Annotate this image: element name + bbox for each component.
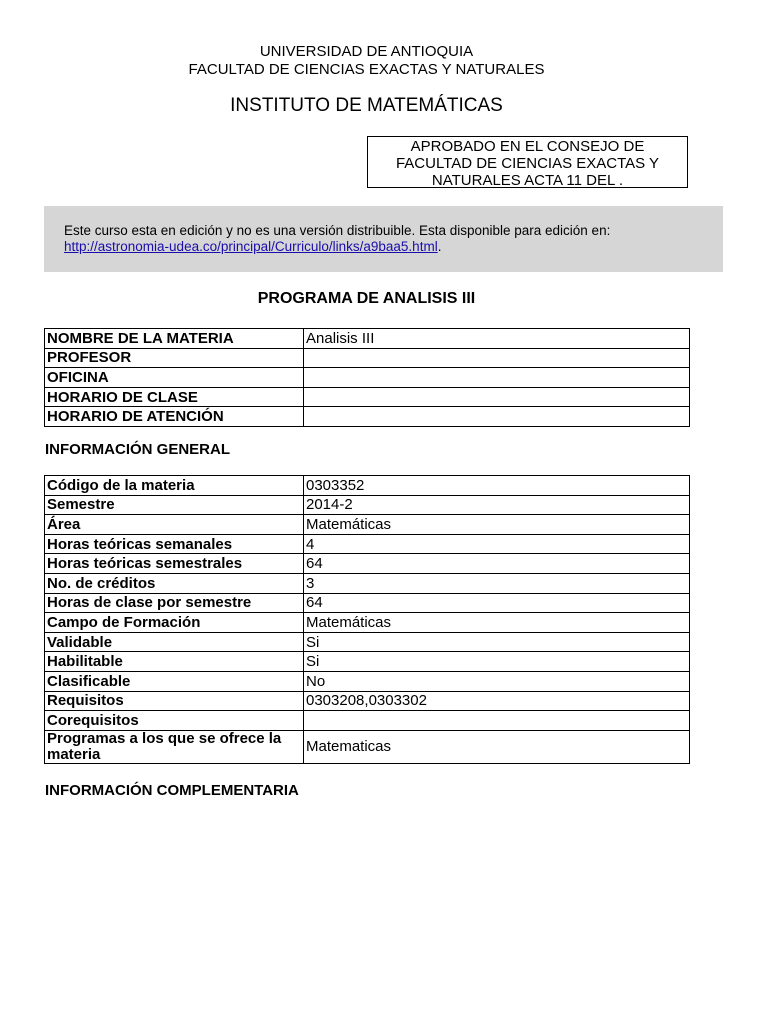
row-label: Corequisitos: [45, 711, 304, 731]
row-label: Clasificable: [45, 671, 304, 691]
approval-line: FACULTAD DE CIENCIAS EXACTAS Y: [395, 155, 660, 172]
row-value: [304, 348, 690, 368]
basic-info-table: [44, 328, 690, 427]
row-value: 0303208,0303302: [304, 691, 690, 711]
row-value: Matemáticas: [304, 515, 690, 535]
table-row: [45, 534, 690, 554]
row-value: 64: [304, 554, 690, 574]
table-row: [45, 593, 690, 613]
row-value: [304, 368, 690, 388]
edition-notice: [44, 206, 723, 272]
row-value: 4: [304, 534, 690, 554]
table-row: [45, 652, 690, 672]
approval-box: [367, 136, 688, 188]
approval-line: APROBADO EN EL CONSEJO DE: [410, 138, 645, 155]
table-row: [45, 515, 690, 535]
row-label: Requisitos: [45, 691, 304, 711]
row-label: NOMBRE DE LA MATERIA: [45, 329, 304, 349]
row-label: HORARIO DE CLASE: [45, 387, 304, 407]
table-row: [45, 329, 690, 349]
university-name: UNIVERSIDAD DE ANTIOQUIA: [259, 43, 474, 60]
faculty-name: FACULTAD DE CIENCIAS EXACTAS Y NATURALES: [188, 61, 545, 78]
general-info-heading: INFORMACIÓN GENERAL: [45, 441, 230, 458]
row-value: Matemáticas: [304, 613, 690, 633]
row-value: [304, 387, 690, 407]
general-info-table: [44, 475, 690, 764]
table-row: [45, 730, 690, 763]
approval-line: NATURALES ACTA 11 DEL .: [431, 172, 624, 189]
table-row: [45, 711, 690, 731]
table-row: [45, 613, 690, 633]
row-value: Si: [304, 652, 690, 672]
row-label: HORARIO DE ATENCIÓN: [45, 407, 304, 427]
table-row: [45, 387, 690, 407]
row-label: Validable: [45, 632, 304, 652]
row-value: 64: [304, 593, 690, 613]
row-label: Horas de clase por semestre: [45, 593, 304, 613]
complementary-info-heading: INFORMACIÓN COMPLEMENTARIA: [45, 782, 299, 799]
row-value: Si: [304, 632, 690, 652]
table-row: [45, 671, 690, 691]
table-row: [45, 632, 690, 652]
row-value: [304, 407, 690, 427]
curriculum-link[interactable]: http://astronomia-udea.co/principal/Curriculo/links/a9baa5.html: [64, 239, 438, 254]
table-row: [45, 348, 690, 368]
row-label: OFICINA: [45, 368, 304, 388]
row-value: 2014-2: [304, 495, 690, 515]
table-row: [45, 407, 690, 427]
row-value: 3: [304, 573, 690, 593]
table-row: [45, 573, 690, 593]
row-value: Matematicas: [304, 730, 690, 763]
notice-text: Este curso esta en edición y no es una versión distribuible. Esta disponible para edición en:: [64, 223, 611, 238]
program-title: PROGRAMA DE ANALISIS III: [257, 290, 476, 307]
row-value: Analisis III: [304, 329, 690, 349]
table-row: [45, 495, 690, 515]
row-value: 0303352: [304, 476, 690, 496]
table-row: [45, 554, 690, 574]
table-row: [45, 476, 690, 496]
notice-suffix: .: [437, 239, 442, 254]
row-label: Campo de Formación: [45, 613, 304, 633]
row-label: PROFESOR: [45, 348, 304, 368]
row-label: Programas a los que se ofrece la materia: [45, 730, 304, 763]
row-label: Área: [45, 515, 304, 535]
row-label: No. de créditos: [45, 573, 304, 593]
row-label: Horas teóricas semestrales: [45, 554, 304, 574]
table-row: [45, 691, 690, 711]
institute-title: INSTITUTO DE MATEMÁTICAS: [230, 95, 503, 116]
row-label: Semestre: [45, 495, 304, 515]
row-label: Habilitable: [45, 652, 304, 672]
row-label: Horas teóricas semanales: [45, 534, 304, 554]
table-row: [45, 368, 690, 388]
row-value: [304, 711, 690, 731]
row-value: No: [304, 671, 690, 691]
row-label: Código de la materia: [45, 476, 304, 496]
